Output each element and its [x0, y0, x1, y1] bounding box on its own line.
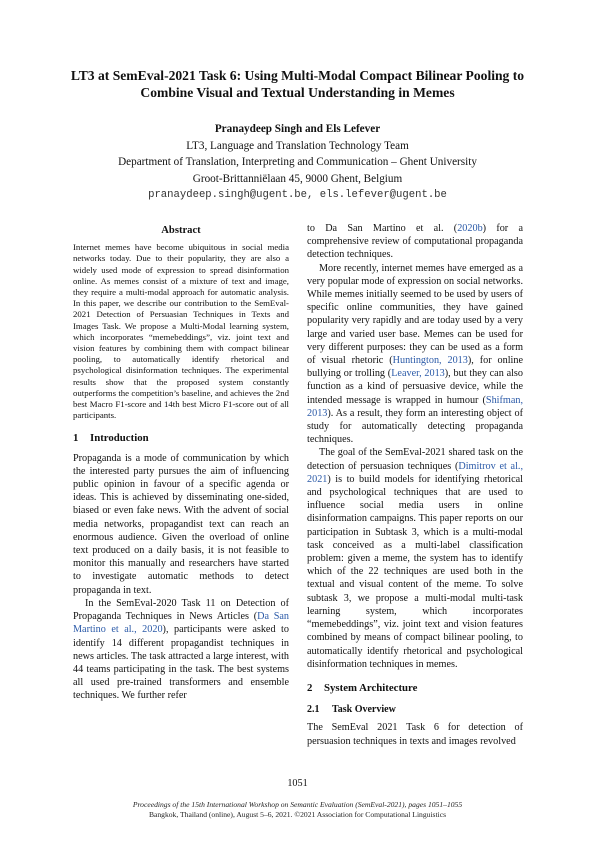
section-title: System Architecture — [324, 681, 418, 694]
affiliation-address: Groot-Brittanniëlaan 45, 9000 Ghent, Belgium — [192, 172, 403, 185]
citation-link[interactable]: Shifman, 2013 — [307, 394, 523, 419]
right-column — [307, 222, 523, 748]
right-paragraph-1 — [307, 262, 523, 447]
footer-venue-line: Bangkok, Thailand (online), August 5–6, 2021. ©2021 Association for Computational Linguistics — [148, 810, 447, 819]
affiliation-team: LT3, Language and Translation Technology Team — [186, 139, 409, 152]
text-run: ). As a result, they form an interesting object of study for automatically detecting propaganda techniques. — [307, 407, 523, 446]
subsection-heading-task-overview — [307, 703, 523, 716]
section-heading-introduction — [73, 432, 289, 445]
right-paragraph-2 — [307, 446, 523, 670]
abstract-text: Internet memes have become ubiquitous in social media networks today. Due to their popularity, they are also a widely used mode of expression to spread disinformation online. As memes consist of a mixture of text and image, they require a multi-modal approach for automatic analysis. In this paper, we describe our contribution to the SemEval-2021 Detection of Persuasian Techniques in Texts and Images Task. We propose a Multi-Modal learning system, which incorporates “memebeddings”, viz. joint text and vision features by combining them with compact bilinear pooling, to automatically identify rhetorical and psychological disinformation techniques. The experimental results show that the proposed system constantly outperforms the competition’s baseline, and achieves the 2nd best Macro F1-score and 14th best Micro F1-score out of all participants. — [73, 242, 289, 421]
text-run: ), but they can also function as a kind of persuasive device, while the intended message is wrapped in humour ( — [307, 368, 523, 406]
author-block — [60, 121, 535, 204]
task-overview-paragraph: The SemEval 2021 Task 6 for detection of persuasion techniques in texts and images revolved — [307, 722, 523, 747]
text-run: The goal of the SemEval-2021 shared task on the detection of persuasion techniques ( — [307, 447, 523, 472]
citation-link[interactable]: Dimitrov et al., 2021 — [307, 460, 523, 485]
text-run: ) is to build models for identifying rhetorical and psychological techniques that are used to influence social media users in online disinformation campaigns. This paper reports on our participation in Subtask 3, which is a multi-modal task conceived as a multi-label classification problem: given a meme, the system has to identify which of the 22 techniques are used both in the textual and visual content of the meme. To solve subtask 3, we propose a multi-modal multi-task learning system, which incorporates “memebeddings”, viz. joint text and vision features combined by means of compact bilinear pooling, to automatically identify rhetorical and psychological disinformation techniques in memes. — [307, 473, 523, 670]
citation-link[interactable]: 2020b — [457, 223, 483, 234]
text-run: to Da San Martino et al. ( — [307, 223, 458, 234]
text-run: ), participants were asked to identify 14 different propagandist techniques in news articles. The task attracted a large interest, with 44 teams participating in the task. The best systems all used pre-trained transformers and ensemble techniques. We further refer — [73, 624, 289, 702]
subsection-number: 2.1 — [307, 704, 320, 716]
abstract-heading: Abstract — [161, 225, 201, 236]
citation-link[interactable]: Huntington, 2013 — [392, 355, 468, 367]
left-column — [73, 224, 289, 703]
proceedings-footer — [40, 800, 555, 820]
intro-paragraph-1: Propaganda is a mode of communication by which the interested party pursues the aim of influencing public opinion in favour of a specific agenda or ideas. This is achieved by disseminating one-sided, biased or even fake news. With the advent of social media networks, propagandist text can reach an enormous audience. Given the overload of online text produced on a daily basis, it is not feasible to monitor this manually and researchers have started to investigate automatic methods to detect propaganda in text. — [73, 452, 289, 596]
author-emails: pranaydeep.singh@ugent.be, els.lefever@ugent.be — [148, 189, 447, 201]
subsection-title: Task Overview — [332, 704, 396, 716]
intro-paragraph-2 — [73, 597, 289, 703]
citation-link[interactable]: Leaver, 2013 — [391, 368, 445, 380]
text-run: ) for a comprehensive review of computational propaganda detection techniques. — [307, 223, 523, 261]
author-names: Pranaydeep Singh and Els Lefever — [214, 123, 381, 135]
footer-proceedings-line: Proceedings of the 15th International Workshop on Semantic Evaluation (SemEval-2021), pages 1051–1055 — [132, 800, 463, 809]
right-paragraph-0 — [307, 222, 523, 262]
section-number: 2 — [307, 681, 313, 694]
text-run: ), for online bullying or trolling ( — [307, 355, 523, 380]
section-heading-system-architecture — [307, 682, 523, 695]
text-run: More recently, internet memes have emerged as a very popular mode of expression on social networks. While memes initially seemed to be used by users of specific online communities, they have gained popularity very rapidly and are today used by a very large and varied user base. Memes can be used for very different purposes: they can be used as a form of visual rhetoric ( — [307, 262, 523, 367]
section-title: Introduction — [90, 432, 149, 445]
page-number: 1051 — [287, 778, 308, 789]
affiliation-department: Department of Translation, Interpreting and Communication – Ghent University — [118, 156, 477, 168]
section-number: 1 — [73, 432, 79, 445]
citation-link[interactable]: Da San Martino et al., 2020 — [73, 611, 289, 636]
paper-title: LT3 at SemEval-2021 Task 6: Using Multi-Modal Compact Bilinear Pooling to Combine Visual and Textual Understanding in Memes — [70, 68, 525, 100]
text-run: In the SemEval-2020 Task 11 on Detection of Propaganda Techniques in News Articles ( — [73, 597, 289, 623]
